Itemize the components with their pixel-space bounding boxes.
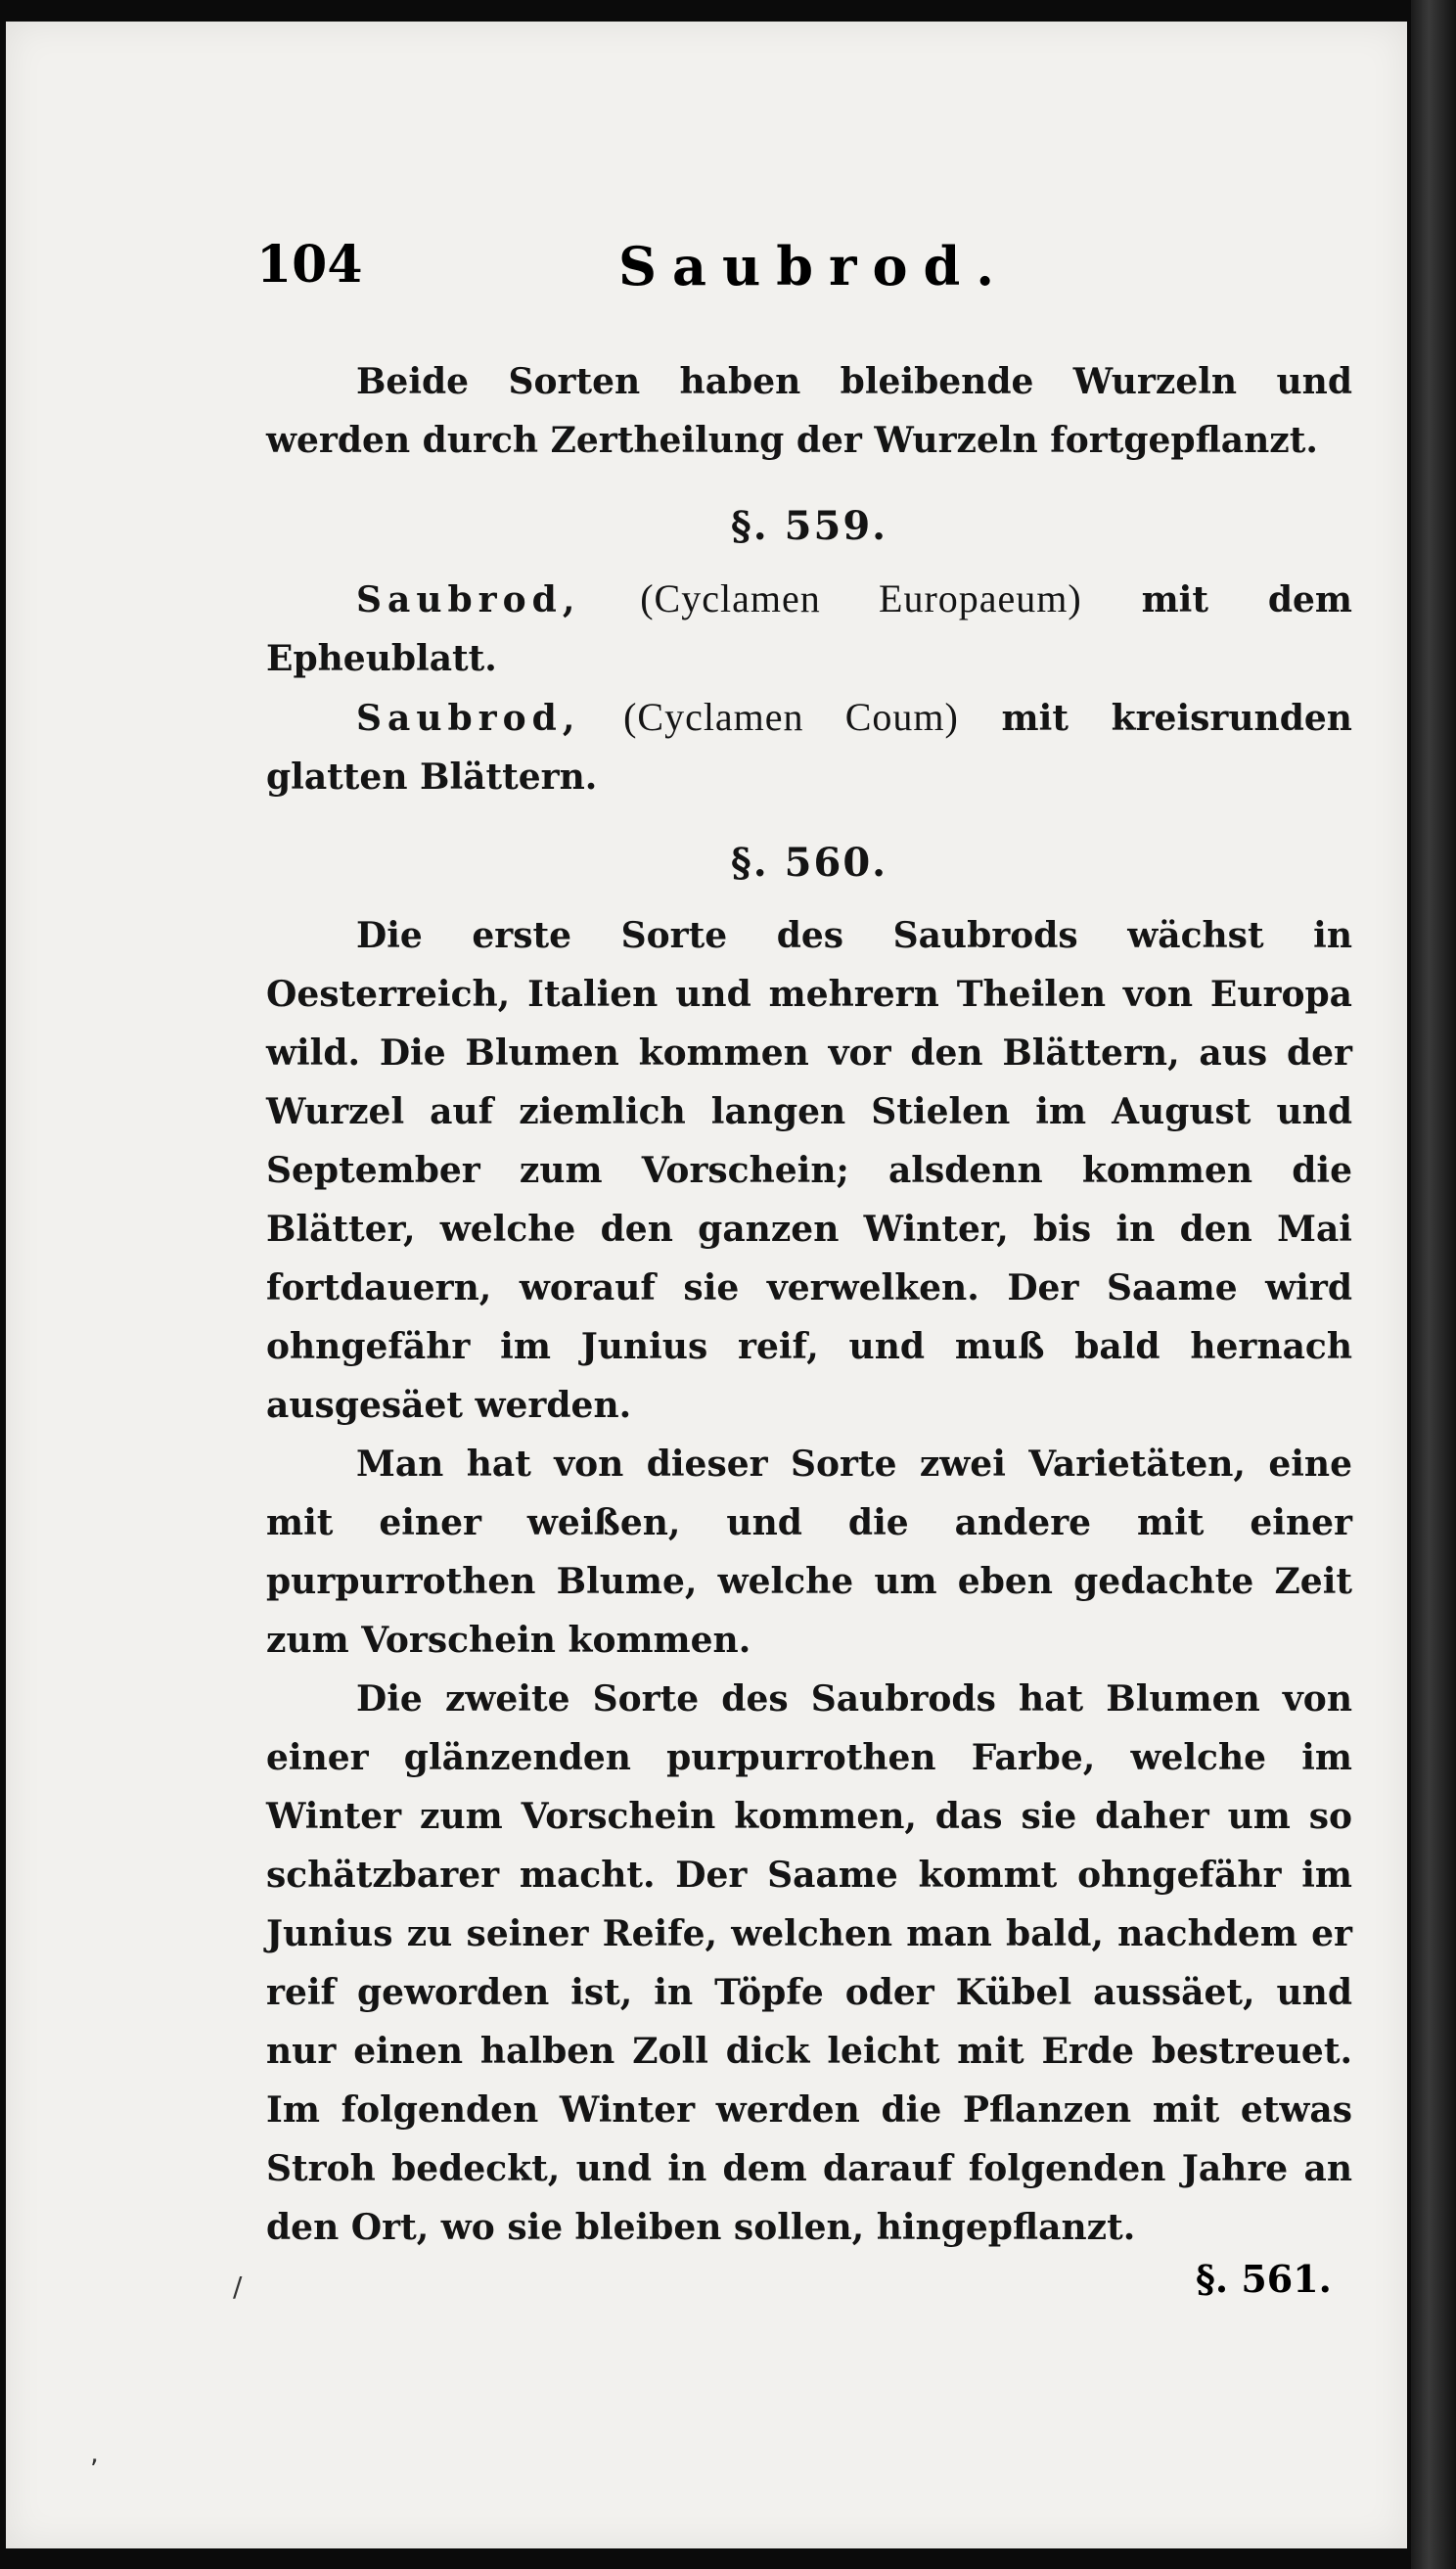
page-edge-shadow xyxy=(1411,0,1456,2569)
page-header xyxy=(256,235,1020,313)
section-heading-559: §. 559. xyxy=(730,503,888,549)
species-entry-1 xyxy=(266,570,1352,688)
paragraph-second-sort: Die zweite Sorte des Saubrods hat Blumen von einer glänzenden purpurrothen Farbe, welche im Winter zum Vorschein kommen, das sie daher um so schätzbarer macht. Der Saame kommt ohngefähr im Junius zu seiner Reife, welchen man bald, nachdem er reif geworden ist, in Töpfe oder Kübel aussäet, und nur einen halben Zoll dick leicht mit Erde bestreuet. Im folgenden Winter werden die Pflanzen mit etwas Stroh bedeckt, und in dem darauf folgenden Jahre an den Ort, wo sie bleiben sollen, hingepflanzt. xyxy=(266,1678,1352,2248)
page-body xyxy=(266,352,1352,2257)
paragraph-first-sort: Die erste Sorte des Saubrods wächst in Oesterreich, Italien und mehrern Theilen von Europa wild. Die Blumen kommen vor den Blättern, aus der Wurzel auf ziemlich langen Stielen im August und September zum Vorschein; alsdenn kommen die Blätter, welche den ganzen Winter, bis in den Mai fortdauern, worauf sie verwelken. Der Saame wird ohngefähr im Junius reif, und muß bald hernach ausgesäet werden. xyxy=(266,915,1352,1426)
paragraph-intro: Beide Sorten haben bleibende Wurzeln und werden durch Zertheilung der Wurzeln fortgepflanzt. xyxy=(266,361,1352,461)
running-head: Saubrod. xyxy=(618,235,1011,298)
species-entry-2 xyxy=(266,688,1352,806)
page-number: 104 xyxy=(256,235,363,295)
scan-speck: , xyxy=(90,2437,99,2469)
species-1-description: mit dem Epheublatt. xyxy=(266,579,1352,679)
catchword: §. 561. xyxy=(1196,2257,1332,2301)
paragraph-varieties: Man hat von dieser Sorte zwei Varietäten, eine mit einer weißen, und die andere mit einer purpurrothen Blume, welche um eben gedachte Zeit zum Vorschein kommen. xyxy=(266,1444,1352,1661)
species-1-name: Saubrod, xyxy=(356,579,581,620)
scan-speck: / xyxy=(233,2271,243,2303)
section-heading-560: §. 560. xyxy=(730,840,888,886)
species-2-name: Saubrod, xyxy=(356,698,581,739)
species-2-description: mit kreisrunden glatten Blättern. xyxy=(266,698,1352,798)
species-2-latin: (Cyclamen Coum) xyxy=(623,695,959,739)
species-1-latin: (Cyclamen Europaeum) xyxy=(640,576,1082,620)
